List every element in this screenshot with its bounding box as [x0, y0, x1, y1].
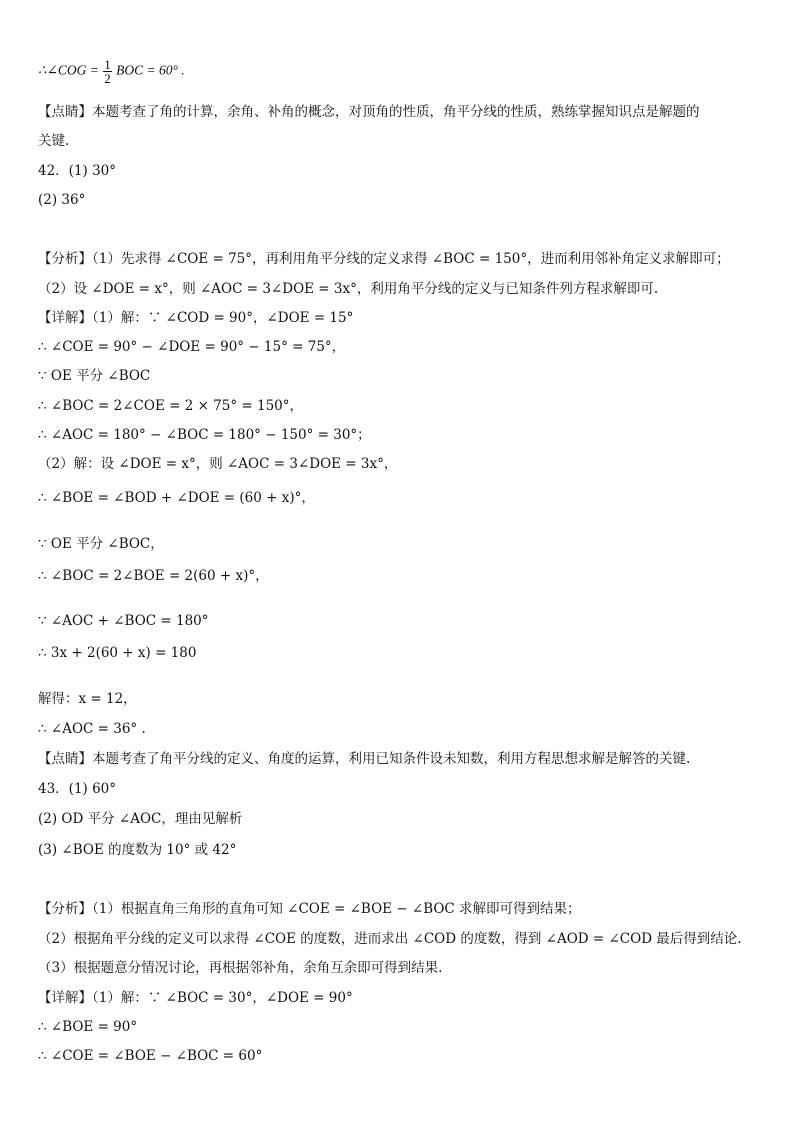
step-aoc: ∴ ∠AOC = 180° − ∠BOC = 180° − 150° = 30°； [38, 427, 371, 443]
step-boc: ∴ ∠BOC = 2∠COE = 2 × 75° = 150°， [38, 398, 304, 414]
answer-42-1: 42．(1) 30° [38, 163, 117, 179]
step-aoc-result: ∴ ∠AOC = 36° . [38, 721, 146, 737]
analysis-43-1: 【分析】（1）根据直角三角形的直角可知 ∠COE = ∠BOE − ∠BOC 求解即可得到结果； [38, 901, 581, 917]
analysis-42-2: （2）设 ∠DOE = x°，则 ∠AOC = 3∠DOE = 3x°，利用角平分线的定义与已知条件列方程求解即可. [38, 281, 659, 297]
step-equation: ∴ 3x + 2(60 + x) = 180 [38, 645, 197, 661]
step-coe: ∴ ∠COE = 90° − ∠DOE = 90° − 15° = 75°， [38, 339, 346, 355]
step-sum-180: ∵ ∠AOC + ∠BOC = 180° [38, 613, 209, 629]
detail-42-start: 【详解】（1）解：∵ ∠COD = 90°，∠DOE = 15° [38, 310, 354, 326]
answer-42-2: (2) 36° [38, 192, 86, 208]
step-oe-bisects-2: ∵ OE 平分 ∠BOC， [38, 536, 164, 552]
fraction-half [103, 58, 112, 85]
step-boe-90: ∴ ∠BOE = 90° [38, 1019, 138, 1035]
formula-prefix: ∴∠COG = [38, 62, 103, 78]
line-cog-result [38, 58, 185, 85]
step-boe-expr: ∴ ∠BOE = ∠BOD + ∠DOE = (60 + x)°， [38, 490, 315, 506]
note-point-42: 【点睛】本题考查了角平分线的定义、角度的运算，利用已知条件设未知数，利用方程思想求解是解答的关键. [38, 751, 691, 767]
analysis-43-3: （3）根据题意分情况讨论，再根据邻补角，余角互余即可得到结果. [38, 960, 443, 976]
note-point-41-cont: 关键. [38, 133, 70, 149]
fraction-denominator: 2 [104, 71, 111, 86]
answer-43-1: 43．(1) 60° [38, 781, 117, 797]
step-coe-60: ∴ ∠COE = ∠BOE − ∠BOC = 60° [38, 1048, 263, 1064]
detail-43-start: 【详解】（1）解：∵ ∠BOC = 30°，∠DOE = 90° [38, 990, 353, 1006]
formula-suffix: BOC = 60° . [112, 62, 185, 78]
answer-43-2: (2) OD 平分 ∠AOC，理由见解析 [38, 811, 243, 827]
detail-42-part2: （2）解：设 ∠DOE = x°，则 ∠AOC = 3∠DOE = 3x°， [38, 456, 398, 472]
step-oe-bisects: ∵ OE 平分 ∠BOC [38, 368, 151, 384]
step-boc-expr: ∴ ∠BOC = 2∠BOE = 2(60 + x)°， [38, 568, 269, 584]
analysis-43-2: （2）根据角平分线的定义可以求得 ∠COE 的度数，进而求出 ∠COD 的度数，得到 ∠AOD = ∠COD 最后得到结论. [38, 931, 742, 947]
step-solve: 解得：x = 12， [38, 691, 137, 707]
note-point-41: 【点睛】本题考查了角的计算，余角、补角的概念，对顶角的性质，角平分线的性质，熟练掌握知识点是解题的 [38, 104, 700, 120]
fraction-numerator: 1 [104, 57, 111, 72]
analysis-42-1: 【分析】（1）先求得 ∠COE = 75°，再利用角平分线的定义求得 ∠BOC = 150°，进而利用邻补角定义求解即可； [38, 251, 730, 267]
answer-43-3: (3) ∠BOE 的度数为 10° 或 42° [38, 842, 237, 858]
